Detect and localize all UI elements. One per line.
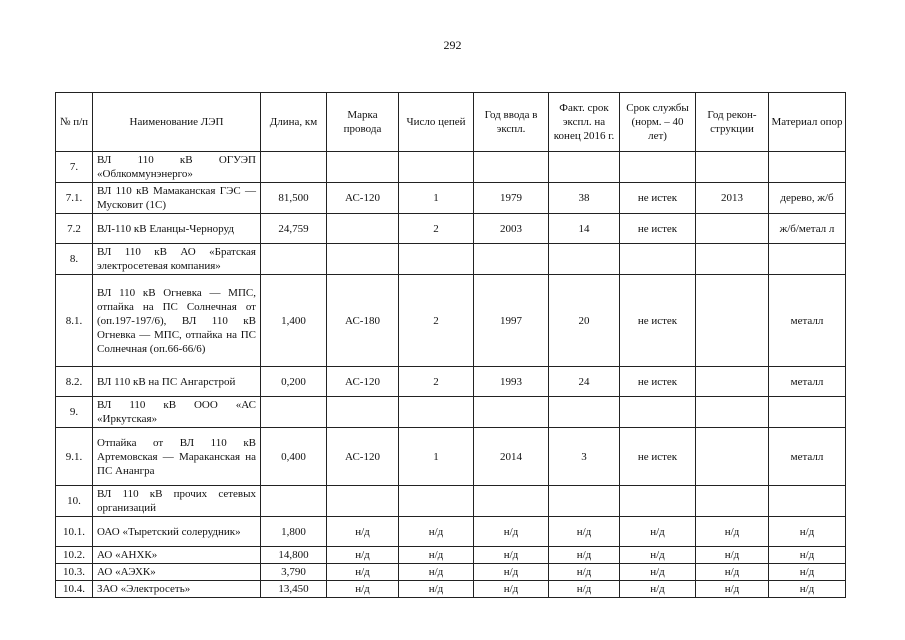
cell-year: 2003 (474, 214, 549, 244)
cell-wire (327, 244, 399, 275)
cell-fact (549, 486, 620, 517)
cell-fact (549, 397, 620, 428)
cell-wire: АС-120 (327, 428, 399, 486)
header-year: Год ввода в экспл. (474, 93, 549, 152)
cell-material (769, 152, 846, 183)
cell-wire (327, 486, 399, 517)
cell-circuits: 2 (399, 367, 474, 397)
cell-circuits: н/д (399, 564, 474, 581)
cell-year: н/д (474, 547, 549, 564)
cell-wire (327, 397, 399, 428)
cell-material: дерево, ж/б (769, 183, 846, 214)
cell-recon: н/д (696, 581, 769, 598)
cell-length (261, 397, 327, 428)
cell-material: металл (769, 275, 846, 367)
cell-num: 9. (56, 397, 93, 428)
table-row (56, 367, 846, 397)
cell-year: 1979 (474, 183, 549, 214)
cell-fact: н/д (549, 547, 620, 564)
cell-circuits (399, 244, 474, 275)
table-row (56, 152, 846, 183)
cell-length: 13,450 (261, 581, 327, 598)
cell-wire: АС-120 (327, 183, 399, 214)
header-service: Срок службы (норм. – 40 лет) (620, 93, 696, 152)
cell-service (620, 397, 696, 428)
cell-service: н/д (620, 564, 696, 581)
cell-fact: 14 (549, 214, 620, 244)
cell-material (769, 397, 846, 428)
cell-length (261, 244, 327, 275)
cell-material: металл (769, 428, 846, 486)
cell-num: 10. (56, 486, 93, 517)
header-fact: Факт. срок экспл. на конец 2016 г. (549, 93, 620, 152)
header-recon: Год рекон-струкции (696, 93, 769, 152)
cell-name: ЗАО «Электросеть» (93, 581, 261, 598)
table-row (56, 397, 846, 428)
table-row (56, 547, 846, 564)
cell-length: 0,400 (261, 428, 327, 486)
cell-length (261, 152, 327, 183)
cell-service: не истек (620, 183, 696, 214)
cell-wire: н/д (327, 564, 399, 581)
cell-name: ВЛ 110 кВ АО «Братская электросетевая компания» (93, 244, 261, 275)
table-body (56, 152, 846, 598)
cell-year: н/д (474, 564, 549, 581)
cell-length: 0,200 (261, 367, 327, 397)
cell-material: ж/б/метал л (769, 214, 846, 244)
cell-circuits: 1 (399, 183, 474, 214)
cell-year: н/д (474, 581, 549, 598)
table-row (56, 517, 846, 547)
cell-material: н/д (769, 581, 846, 598)
header-material: Материал опор (769, 93, 846, 152)
cell-recon (696, 214, 769, 244)
cell-year: н/д (474, 517, 549, 547)
cell-recon (696, 244, 769, 275)
power-lines-table (55, 92, 846, 598)
cell-wire: АС-120 (327, 367, 399, 397)
cell-name: Отпайка от ВЛ 110 кВ Артемовская — Мараканская на ПС Анангра (93, 428, 261, 486)
cell-recon (696, 152, 769, 183)
cell-num: 7. (56, 152, 93, 183)
cell-circuits: 2 (399, 214, 474, 244)
cell-num: 8.2. (56, 367, 93, 397)
cell-fact (549, 152, 620, 183)
cell-num: 10.4. (56, 581, 93, 598)
cell-num: 7.2 (56, 214, 93, 244)
cell-num: 8.1. (56, 275, 93, 367)
cell-name: ВЛ 110 кВ Огневка — МПС, отпайка на ПС Солнечная от (оп.197-197/6), ВЛ 110 кВ Огневка — МПС, отпайка на ПС Солнечная (оп.66-66/6) (93, 275, 261, 367)
cell-circuits: н/д (399, 581, 474, 598)
cell-recon (696, 367, 769, 397)
table-row (56, 183, 846, 214)
page-number: 292 (443, 38, 462, 52)
cell-name: ОАО «Тыретский солерудник» (93, 517, 261, 547)
cell-length (261, 486, 327, 517)
cell-service: н/д (620, 547, 696, 564)
cell-year: 2014 (474, 428, 549, 486)
cell-service: не истек (620, 428, 696, 486)
cell-circuits (399, 152, 474, 183)
cell-wire: н/д (327, 547, 399, 564)
cell-name: ВЛ 110 кВ ООО «АС «Иркутская» (93, 397, 261, 428)
cell-num: 7.1. (56, 183, 93, 214)
cell-material: н/д (769, 517, 846, 547)
cell-length: 24,759 (261, 214, 327, 244)
cell-wire (327, 152, 399, 183)
cell-num: 8. (56, 244, 93, 275)
cell-wire (327, 214, 399, 244)
cell-fact: 3 (549, 428, 620, 486)
cell-wire: н/д (327, 517, 399, 547)
table-row (56, 564, 846, 581)
table-row (56, 486, 846, 517)
cell-fact: н/д (549, 564, 620, 581)
cell-fact: 20 (549, 275, 620, 367)
header-wire: Марка провода (327, 93, 399, 152)
cell-recon (696, 275, 769, 367)
cell-num: 10.2. (56, 547, 93, 564)
table-row (56, 214, 846, 244)
cell-circuits: н/д (399, 547, 474, 564)
cell-material: н/д (769, 547, 846, 564)
cell-recon (696, 397, 769, 428)
table-row (56, 275, 846, 367)
table-row (56, 428, 846, 486)
cell-wire: н/д (327, 581, 399, 598)
cell-wire: АС-180 (327, 275, 399, 367)
cell-length: 81,500 (261, 183, 327, 214)
cell-name: ВЛ-110 кВ Еланцы-Черноруд (93, 214, 261, 244)
cell-material: н/д (769, 564, 846, 581)
cell-service (620, 244, 696, 275)
header-num: № п/п (56, 93, 93, 152)
cell-material (769, 244, 846, 275)
cell-circuits (399, 397, 474, 428)
cell-name: ВЛ 110 кВ прочих сетевых организаций (93, 486, 261, 517)
cell-fact: 24 (549, 367, 620, 397)
cell-name: ВЛ 110 кВ Мамаканская ГЭС — Мусковит (1С) (93, 183, 261, 214)
cell-recon: н/д (696, 517, 769, 547)
cell-recon: н/д (696, 547, 769, 564)
cell-recon (696, 428, 769, 486)
cell-length: 1,400 (261, 275, 327, 367)
cell-name: ВЛ 110 кВ на ПС Ангарстрой (93, 367, 261, 397)
header-circuits: Число цепей (399, 93, 474, 152)
cell-service: н/д (620, 517, 696, 547)
header-length: Длина, км (261, 93, 327, 152)
cell-fact: 38 (549, 183, 620, 214)
cell-service (620, 152, 696, 183)
table-row (56, 581, 846, 598)
cell-service: н/д (620, 581, 696, 598)
cell-num: 10.1. (56, 517, 93, 547)
cell-circuits (399, 486, 474, 517)
cell-name: АО «АНХК» (93, 547, 261, 564)
cell-length: 3,790 (261, 564, 327, 581)
cell-year (474, 152, 549, 183)
cell-name: АО «АЭХК» (93, 564, 261, 581)
cell-year: 1993 (474, 367, 549, 397)
cell-year (474, 486, 549, 517)
cell-fact: н/д (549, 517, 620, 547)
cell-name: ВЛ 110 кВ ОГУЭП «Облкоммунэнерго» (93, 152, 261, 183)
cell-service: не истек (620, 214, 696, 244)
cell-service (620, 486, 696, 517)
cell-recon: н/д (696, 564, 769, 581)
header-name: Наименование ЛЭП (93, 93, 261, 152)
cell-recon: 2013 (696, 183, 769, 214)
cell-circuits: 2 (399, 275, 474, 367)
cell-recon (696, 486, 769, 517)
cell-material (769, 486, 846, 517)
cell-fact (549, 244, 620, 275)
cell-length: 1,800 (261, 517, 327, 547)
cell-year: 1997 (474, 275, 549, 367)
cell-service: не истек (620, 275, 696, 367)
cell-length: 14,800 (261, 547, 327, 564)
cell-year (474, 244, 549, 275)
table-row (56, 244, 846, 275)
cell-circuits: 1 (399, 428, 474, 486)
cell-service: не истек (620, 367, 696, 397)
cell-material: металл (769, 367, 846, 397)
cell-circuits: н/д (399, 517, 474, 547)
cell-num: 9.1. (56, 428, 93, 486)
cell-num: 10.3. (56, 564, 93, 581)
table-header-row (56, 93, 846, 152)
cell-year (474, 397, 549, 428)
cell-fact: н/д (549, 581, 620, 598)
